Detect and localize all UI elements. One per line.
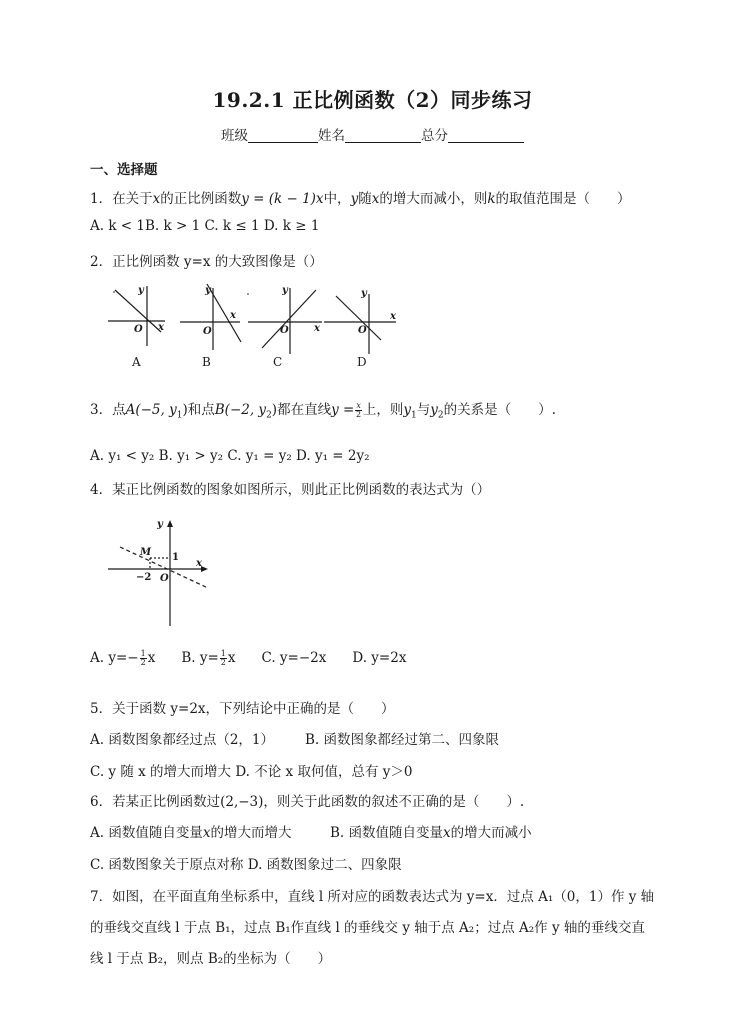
svg-text:M: M	[140, 547, 152, 558]
svg-text:x: x	[314, 323, 320, 334]
question-3-options: A. y₁ < y₂ B. y₁ > y₂ C. y₁ = y₂ D. y₁ = 2y₂	[90, 448, 370, 464]
score-label: 总分	[421, 128, 448, 144]
svg-text:O: O	[160, 573, 169, 584]
question-7-line-2: 的垂线交直线 l 于点 B₁，过点 B₁作直线 l 的垂线交 y 轴于点 A₂；过点 A₂作 y 轴的垂线交直	[90, 920, 645, 936]
svg-text:x: x	[196, 558, 202, 569]
svg-text:x: x	[390, 311, 396, 322]
question-5-option-a: A. 函数图象都经过点（2，1）	[90, 732, 275, 748]
svg-text:O: O	[134, 324, 143, 335]
question-6-option-b: B. 函数值随自变量x的增大而减小	[330, 825, 532, 841]
class-blank	[248, 128, 318, 143]
svg-text:y: y	[205, 285, 211, 296]
score-blank	[448, 128, 524, 143]
svg-text:O: O	[358, 325, 367, 336]
svg-text:x: x	[158, 322, 164, 333]
question-6-stem: 6．若某正比例函数过(2,−3)，则关于此函数的叙述不正确的是（ ）.	[90, 794, 525, 810]
name-blank	[345, 128, 421, 143]
question-4-stem: 4．某正比例函数的图象如图所示，则此正比例函数的表达式为（）	[90, 482, 491, 498]
student-info-line	[0, 124, 745, 144]
page-title: 19.2.1 正比例函数（2）同步练习	[212, 88, 533, 112]
question-7-line-1: 7．如图，在平面直角坐标系中，直线 l 所对应的函数表达式为 y=x．过点 A₁（0，1）作 y 轴	[90, 889, 655, 905]
name-label: 姓名	[318, 128, 345, 144]
svg-text:1: 1	[172, 552, 179, 563]
section-heading: 一、选择题	[90, 162, 158, 178]
svg-text:x: x	[230, 310, 236, 321]
question-4-options: A. y=− $\frac{1}{2}$ x B. y= $\frac{1}{2}$ x C. y=−2x D. y=2x	[90, 649, 407, 667]
question-1-stem: 1．在关于x的正比例函数y = (k − 1)x中，y随x的增大而减小，则k的取值范围是（ ）	[90, 191, 631, 207]
svg-text:y: y	[138, 285, 144, 296]
question-6-option-a: A. 函数值随自变量x的增大而增大	[90, 825, 292, 841]
question-5-stem: 5．关于函数 y=2x，下列结论中正确的是（ ）	[90, 701, 395, 717]
question-4-graph	[104, 516, 214, 626]
question-2-graphs	[90, 274, 420, 374]
question-7-line-3: 线 l 于点 B₂，则点 B₂的坐标为（ ）	[90, 951, 332, 967]
svg-text:y: y	[282, 285, 288, 296]
graph-c-label: C	[273, 355, 283, 369]
question-5-option-b: B. 函数图象都经过第二、四象限	[305, 732, 500, 748]
graph-d-label: D	[357, 355, 367, 369]
question-2-stem: 2．正比例函数 y=x 的大致图像是（）	[90, 254, 323, 270]
graph-c-line	[262, 290, 316, 348]
svg-text:y: y	[361, 288, 367, 299]
graph-b-label: B	[202, 355, 211, 369]
svg-text:−2: −2	[136, 572, 152, 583]
question-1-options: A. k < 1B. k > 1 C. k ≤ 1 D. k ≥ 1	[90, 218, 320, 234]
svg-text:O: O	[203, 326, 212, 337]
question-3-stem: 3．点A(−5, $y_1$)和点B(−2, $y_2$)都在直线y = $\frac{x}{2}$ 上，则$y_1$与$y_2$的关系是（ ）.	[90, 401, 556, 421]
svg-text:O: O	[280, 325, 289, 336]
graph-a-label: A	[132, 355, 141, 369]
svg-text:y: y	[157, 519, 163, 530]
question-6-options-cd: C. 函数图象关于原点对称 D. 函数图象过二、四象限	[90, 857, 402, 873]
class-label: 班级	[221, 128, 248, 144]
question-5-options-cd: C. y 随 x 的增大而增大 D. 不论 x 取何值，总有 y＞0	[90, 764, 413, 780]
